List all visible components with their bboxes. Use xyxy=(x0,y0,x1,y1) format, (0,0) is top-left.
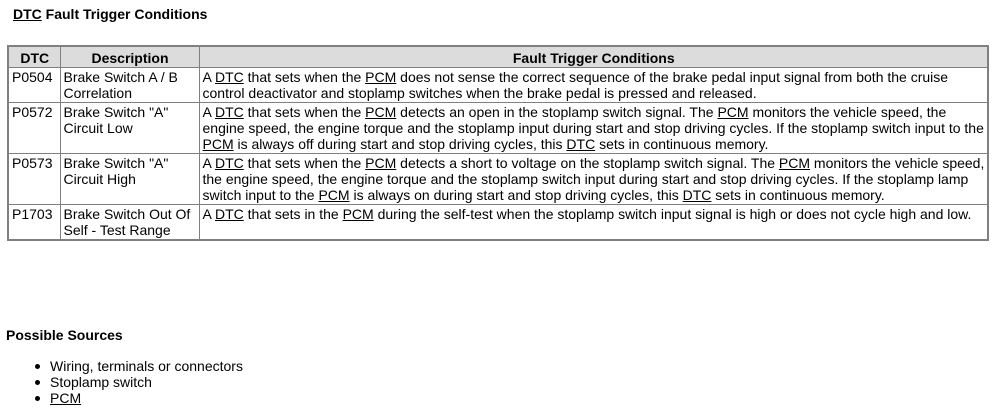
text: A xyxy=(202,206,215,222)
pcm-link[interactable]: PCM xyxy=(778,155,811,171)
dtc-conditions xyxy=(199,205,988,241)
text: detects a short to voltage on the stoplamp switch signal. The xyxy=(396,155,779,171)
text: that sets when the xyxy=(243,104,366,120)
pcm-link[interactable]: PCM xyxy=(202,136,234,152)
dtc-code: P0504 xyxy=(8,68,60,103)
pcm-link[interactable]: PCM xyxy=(365,104,397,120)
pcm-link[interactable]: PCM xyxy=(342,206,374,222)
dtc-link[interactable]: DTC xyxy=(214,104,244,120)
dtc-link[interactable]: DTC xyxy=(566,136,596,152)
page-title-text: Fault Trigger Conditions xyxy=(41,6,208,22)
pcm-link[interactable]: PCM xyxy=(365,69,397,85)
dtc-abbr-link[interactable]: DTC xyxy=(13,6,42,22)
text: during the self-test when the stoplamp switch input signal is high or does not cycle high and low. xyxy=(373,206,972,222)
header-dtc: DTC xyxy=(8,46,60,68)
fault-trigger-table xyxy=(7,45,989,241)
possible-sources-list xyxy=(6,358,243,406)
table-header-row xyxy=(8,46,988,68)
pcm-link[interactable]: PCM xyxy=(717,104,749,120)
text: is always off during start and stop driving cycles, this xyxy=(233,136,567,152)
header-conditions: Fault Trigger Conditions xyxy=(199,46,988,68)
pcm-link[interactable]: PCM xyxy=(365,155,397,171)
table-row xyxy=(8,205,988,241)
text: A xyxy=(202,155,215,171)
header-description: Description xyxy=(60,46,199,68)
text: monitors the vehicle speed, the engine speed, the engine torque and the stoplamp input during start and stop driving cycles. If the stoplamp switch input to the xyxy=(202,104,984,136)
dtc-link[interactable]: DTC xyxy=(214,206,244,222)
possible-sources-title: Possible Sources xyxy=(6,327,123,343)
text: does not sense the correct sequence of the brake pedal input signal from both the cruise control deactivator and stoplamp switches when the brake pedal is pressed and released. xyxy=(202,69,949,101)
dtc-link[interactable]: DTC xyxy=(214,155,244,171)
dtc-description: Brake Switch "A" Circuit High xyxy=(60,154,199,205)
list-item: Wiring, terminals or connectors xyxy=(50,358,243,374)
text: that sets when the xyxy=(243,155,366,171)
pcm-link[interactable]: PCM xyxy=(50,390,82,406)
table-row xyxy=(8,68,988,103)
dtc-conditions xyxy=(199,154,988,205)
list-item xyxy=(50,390,243,406)
list-item: Stoplamp switch xyxy=(50,374,243,390)
text: A xyxy=(202,69,215,85)
dtc-conditions xyxy=(199,68,988,103)
text: monitors the vehicle speed, the engine speed, the engine torque and the stoplamp switch input during start and stop driving cycles. If the stoplamp lamp switch input to the xyxy=(202,155,985,203)
text: that sets when the xyxy=(243,69,366,85)
dtc-description: Brake Switch "A" Circuit Low xyxy=(60,103,199,154)
dtc-code: P0572 xyxy=(8,103,60,154)
page-title xyxy=(13,6,207,22)
text: sets in continuous memory. xyxy=(711,187,885,203)
pcm-link[interactable]: PCM xyxy=(318,187,350,203)
dtc-code: P0573 xyxy=(8,154,60,205)
text: that sets in the xyxy=(243,206,343,222)
dtc-description: Brake Switch Out Of Self - Test Range xyxy=(60,205,199,241)
dtc-code: P1703 xyxy=(8,205,60,241)
text: A xyxy=(202,104,215,120)
text: detects an open in the stoplamp switch signal. The xyxy=(396,104,718,120)
table-row xyxy=(8,103,988,154)
dtc-link[interactable]: DTC xyxy=(682,187,712,203)
dtc-conditions xyxy=(199,103,988,154)
dtc-link[interactable]: DTC xyxy=(214,69,244,85)
text: sets in continuous memory. xyxy=(595,136,769,152)
table-row xyxy=(8,154,988,205)
text: is always on during start and stop driving cycles, this xyxy=(349,187,683,203)
dtc-description: Brake Switch A / B Correlation xyxy=(60,68,199,103)
